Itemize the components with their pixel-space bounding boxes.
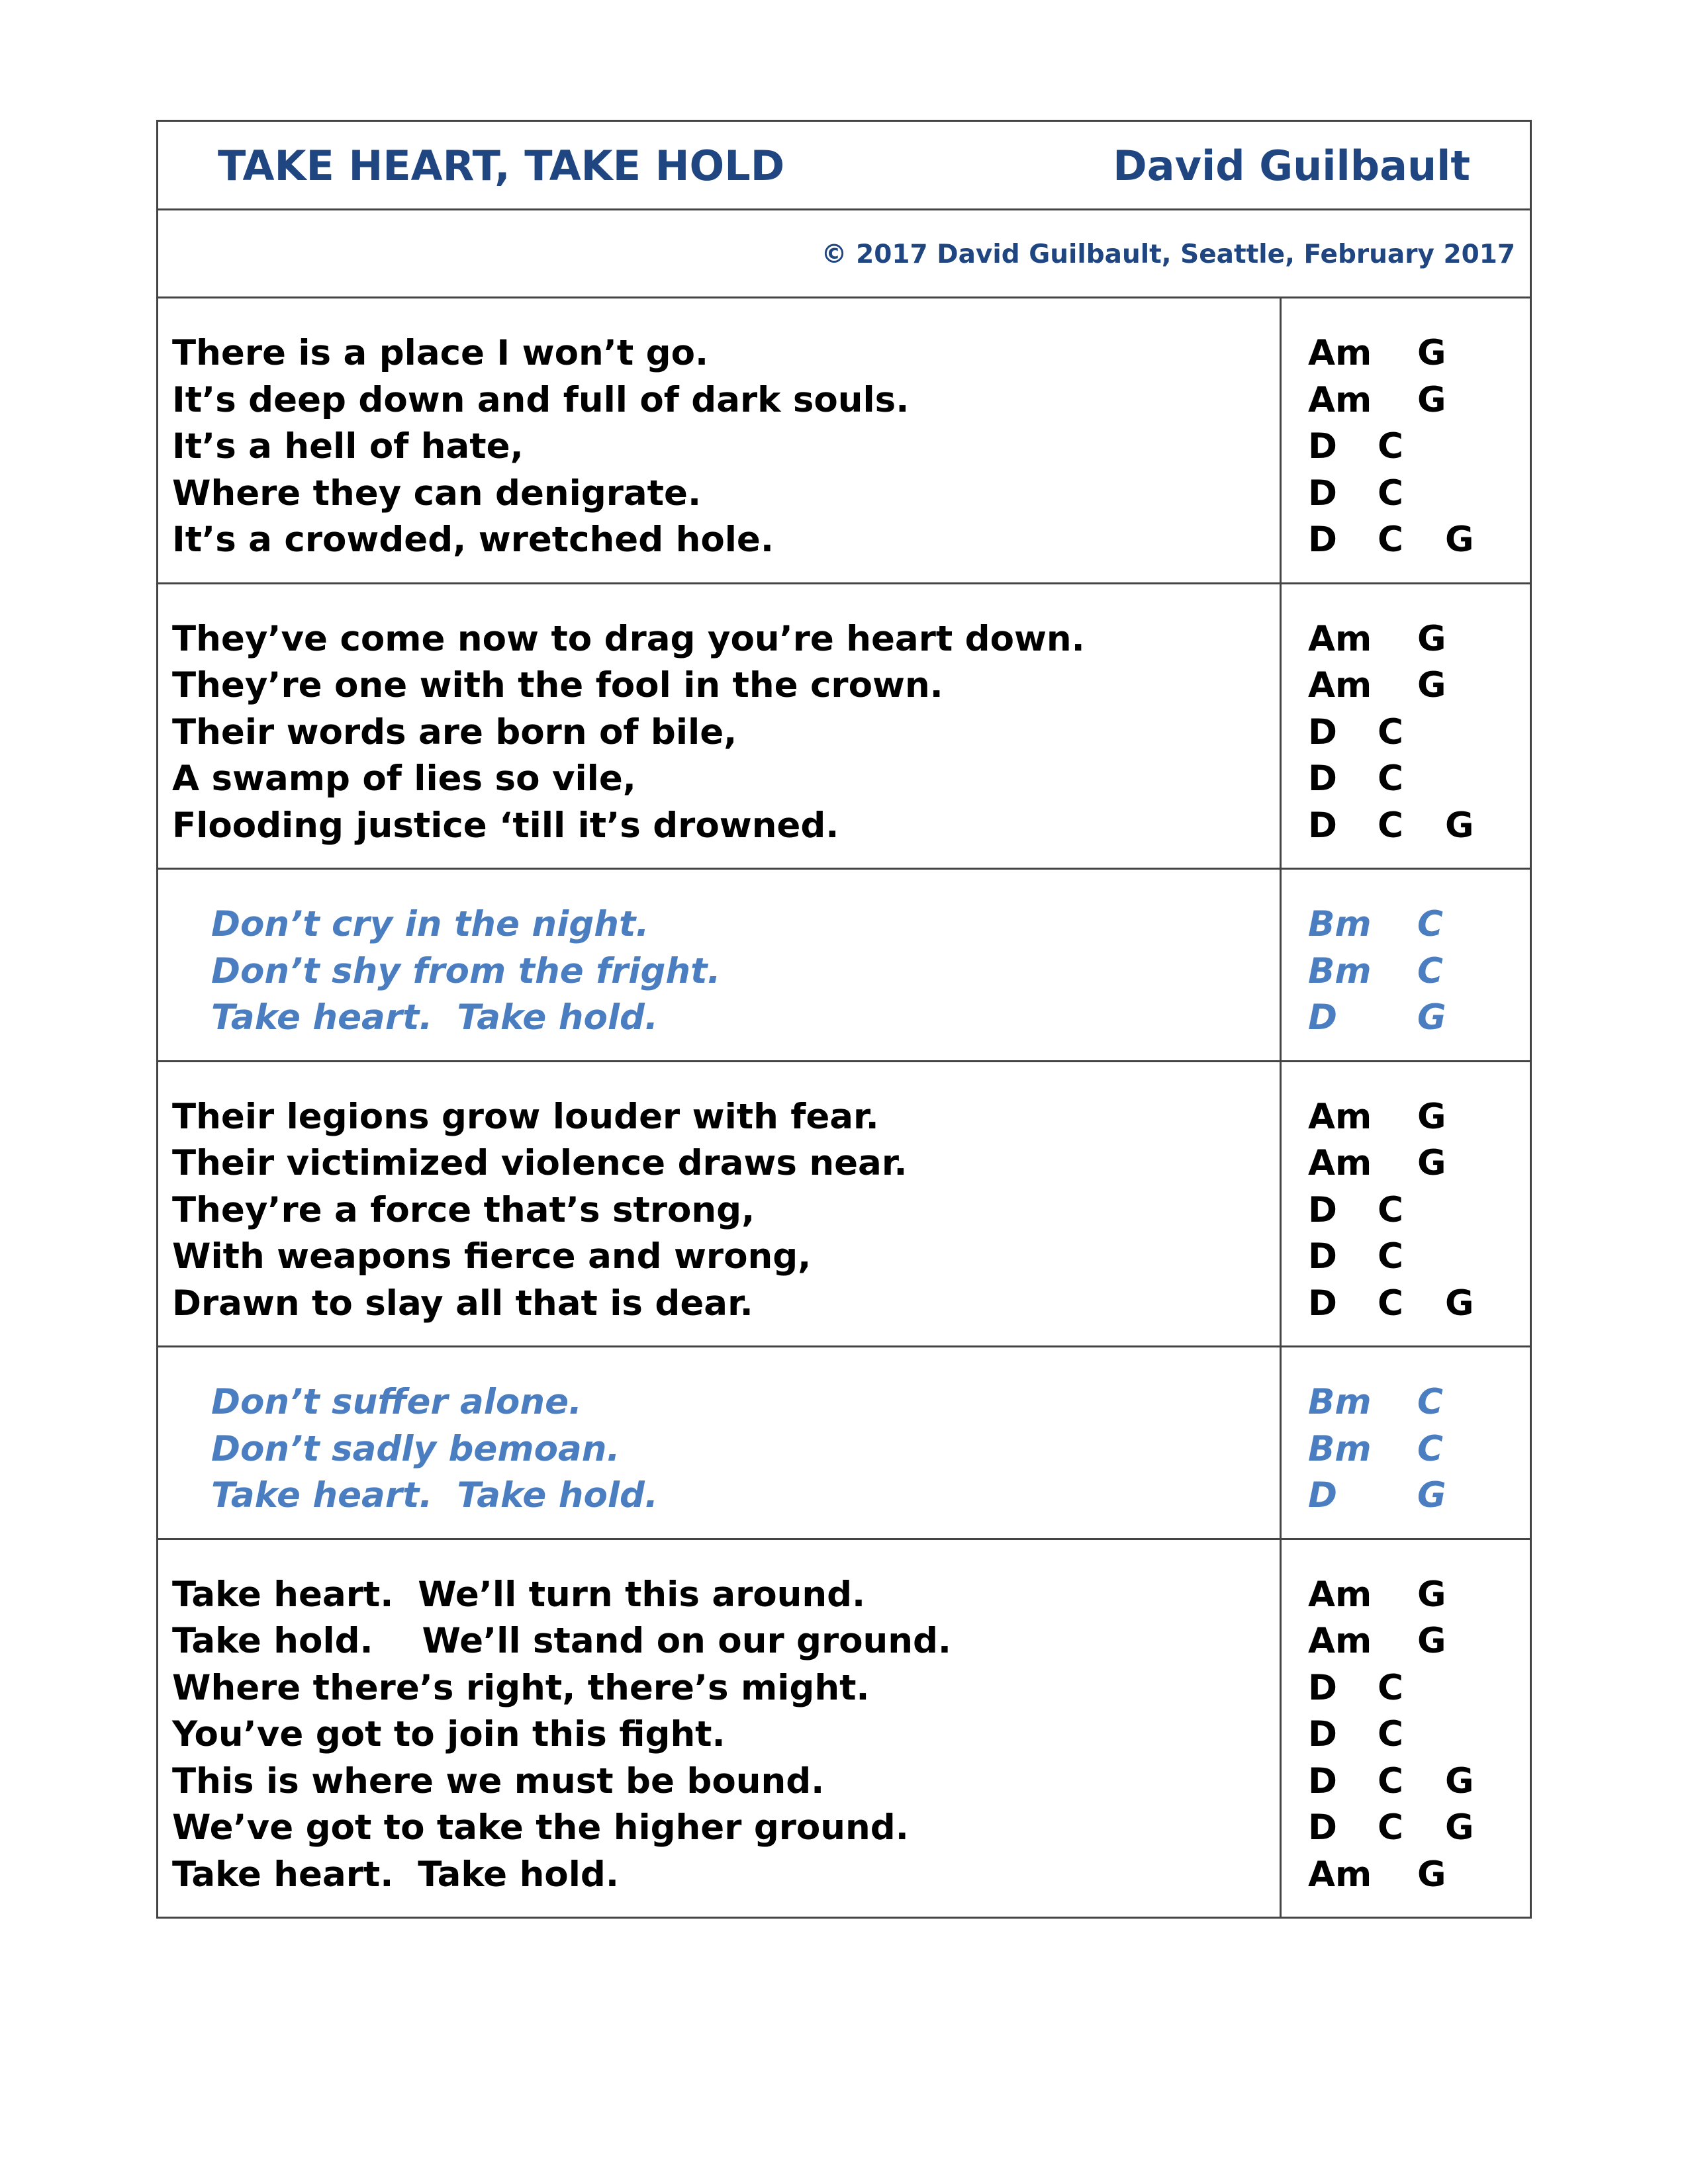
chord: C <box>1378 1714 1403 1754</box>
chord-line <box>1308 1665 1530 1712</box>
lyrics-column <box>158 870 1282 1060</box>
chord: Am <box>1308 618 1372 659</box>
verse-block <box>158 584 1530 870</box>
chord: D <box>1308 426 1337 467</box>
lyric-line: Don’t sadly bemoan. <box>211 1428 620 1469</box>
chord: C <box>1378 1236 1403 1277</box>
lyric-line: Take hold. We’ll stand on our ground. <box>172 1621 952 1661</box>
chord: C <box>1417 904 1443 944</box>
lyrics-column <box>158 1062 1282 1346</box>
chord: D <box>1308 1189 1337 1230</box>
chord-line <box>1308 1379 1530 1426</box>
lyric-line: Flooding justice ‘till it’s drowned. <box>172 805 839 846</box>
chord: C <box>1378 473 1403 514</box>
chord: D <box>1308 711 1337 752</box>
chord: G <box>1445 520 1474 560</box>
chord: C <box>1378 1283 1403 1324</box>
chorus-block <box>158 870 1530 1062</box>
lyric-line: They’re one with the fool in the crown. <box>172 665 943 705</box>
chord-line <box>1308 901 1530 948</box>
verse-block <box>158 1540 1530 1917</box>
lyric-line: Take heart. Take hold. <box>211 1475 659 1516</box>
lyric-line: There is a place I won’t go. <box>172 333 709 373</box>
chord-line <box>1308 1187 1530 1234</box>
chord-line <box>1308 616 1530 663</box>
lyric-line: Where they can denigrate. <box>172 473 702 514</box>
chord: C <box>1378 1189 1403 1230</box>
chord-line <box>1308 424 1530 471</box>
chord-line <box>1308 709 1530 756</box>
chord: G <box>1417 333 1446 373</box>
chord-line <box>1308 1426 1530 1473</box>
chord-line <box>1308 662 1530 709</box>
chord-line <box>1308 1572 1530 1619</box>
lyrics-column <box>158 1540 1282 1917</box>
chord: G <box>1417 1574 1446 1615</box>
lyric-line: They’ve come now to drag you’re heart down. <box>172 618 1085 659</box>
lyric-line: Don’t suffer alone. <box>211 1382 583 1422</box>
chord: G <box>1417 1854 1446 1895</box>
chord-line <box>1308 1234 1530 1281</box>
chord: C <box>1378 805 1403 846</box>
chord: G <box>1417 1143 1446 1183</box>
chord: C <box>1378 758 1403 799</box>
chord: D <box>1308 1807 1337 1848</box>
chord: D <box>1308 1236 1337 1277</box>
chord: Am <box>1308 379 1372 420</box>
chord: C <box>1378 520 1403 560</box>
chord: G <box>1445 805 1474 846</box>
chorus-block <box>158 1347 1530 1540</box>
song-body <box>158 298 1530 1917</box>
chord: C <box>1378 1760 1403 1801</box>
chord-line <box>1308 1711 1530 1758</box>
chords-column <box>1282 870 1530 1060</box>
chord: Am <box>1308 333 1372 373</box>
chord: C <box>1417 1382 1443 1422</box>
chord: G <box>1445 1283 1474 1324</box>
chord: C <box>1417 1428 1443 1469</box>
chord-line <box>1308 1094 1530 1141</box>
chord: D <box>1308 1667 1337 1708</box>
chord: Bm <box>1308 950 1372 991</box>
chord: Am <box>1308 665 1372 705</box>
verse-block <box>158 1062 1530 1348</box>
chord: Bm <box>1308 1382 1372 1422</box>
copyright-notice: © 2017 David Guilbault, Seattle, February 2017 <box>821 240 1515 269</box>
lyric-line: This is where we must be bound. <box>172 1760 825 1801</box>
copyright-row <box>158 210 1530 298</box>
lyric-line: Don’t shy from the fright. <box>211 950 721 991</box>
song-title: TAKE HEART, TAKE HOLD <box>218 142 785 190</box>
chords-column <box>1282 1062 1530 1346</box>
lyric-line: It’s deep down and full of dark souls. <box>172 379 910 420</box>
chord: Am <box>1308 1854 1372 1895</box>
chord-line <box>1308 1618 1530 1665</box>
chord: G <box>1445 1760 1474 1801</box>
lyric-line: Where there’s right, there’s might. <box>172 1667 870 1708</box>
chord: G <box>1417 618 1446 659</box>
chord-line <box>1308 471 1530 518</box>
chord-line <box>1308 756 1530 803</box>
chords-column <box>1282 584 1530 868</box>
chord: D <box>1308 1714 1337 1754</box>
lyric-line: With weapons fierce and wrong, <box>172 1236 812 1277</box>
lyric-line: Don’t cry in the night. <box>211 904 649 944</box>
chord: D <box>1308 997 1337 1038</box>
lyric-line: It’s a crowded, wretched hole. <box>172 520 774 560</box>
chord: G <box>1417 1621 1446 1661</box>
chord: C <box>1378 1807 1403 1848</box>
chord-line <box>1308 1281 1530 1328</box>
chords-column <box>1282 1347 1530 1538</box>
chord-line <box>1308 803 1530 850</box>
chord: Am <box>1308 1096 1372 1137</box>
chord: D <box>1308 473 1337 514</box>
chord: D <box>1308 1760 1337 1801</box>
chord-line <box>1308 1758 1530 1805</box>
lyrics-column <box>158 298 1282 582</box>
lyric-line: They’re a force that’s strong, <box>172 1189 755 1230</box>
chord: Bm <box>1308 1428 1372 1469</box>
chord: D <box>1308 805 1337 846</box>
chord: D <box>1308 1283 1337 1324</box>
chord: C <box>1378 426 1403 467</box>
chord-line <box>1308 377 1530 424</box>
chords-column <box>1282 1540 1530 1917</box>
lyrics-column <box>158 584 1282 868</box>
chord: C <box>1417 950 1443 991</box>
song-sheet <box>156 120 1532 1919</box>
chord: Am <box>1308 1143 1372 1183</box>
lyric-line: Their legions grow louder with fear. <box>172 1096 879 1137</box>
chord-line <box>1308 995 1530 1042</box>
title-row <box>158 122 1530 210</box>
lyric-line: Their victimized violence draws near. <box>172 1143 908 1183</box>
lyric-line: Drawn to slay all that is dear. <box>172 1283 753 1324</box>
chord-line <box>1308 1473 1530 1520</box>
lyric-line: Take heart. Take hold. <box>172 1854 619 1895</box>
chord: G <box>1417 997 1446 1038</box>
chord: D <box>1308 520 1337 560</box>
chord: Bm <box>1308 904 1372 944</box>
verse-block <box>158 298 1530 584</box>
chord: C <box>1378 1667 1403 1708</box>
lyric-line: It’s a hell of hate, <box>172 426 524 467</box>
song-author: David Guilbault <box>1113 142 1470 190</box>
chord: D <box>1308 758 1337 799</box>
chord-line <box>1308 1852 1530 1899</box>
lyric-line: A swamp of lies so vile, <box>172 758 636 799</box>
chord-line <box>1308 517 1530 564</box>
chord-line <box>1308 948 1530 995</box>
chord: D <box>1308 1475 1337 1516</box>
chord: G <box>1417 665 1446 705</box>
chord: G <box>1417 379 1446 420</box>
chord-line <box>1308 1805 1530 1852</box>
lyric-line: Their words are born of bile, <box>172 711 737 752</box>
chord-line <box>1308 330 1530 377</box>
chord: Am <box>1308 1574 1372 1615</box>
lyric-line: Take heart. We’ll turn this around. <box>172 1574 866 1615</box>
lyrics-column <box>158 1347 1282 1538</box>
chord: G <box>1417 1096 1446 1137</box>
lyric-line: We’ve got to take the higher ground. <box>172 1807 909 1848</box>
chord: G <box>1417 1475 1446 1516</box>
chord: Am <box>1308 1621 1372 1661</box>
chord: G <box>1445 1807 1474 1848</box>
chords-column <box>1282 298 1530 582</box>
chord-line <box>1308 1140 1530 1187</box>
lyric-line: You’ve got to join this fight. <box>172 1714 726 1754</box>
lyric-line: Take heart. Take hold. <box>211 997 659 1038</box>
chord: C <box>1378 711 1403 752</box>
